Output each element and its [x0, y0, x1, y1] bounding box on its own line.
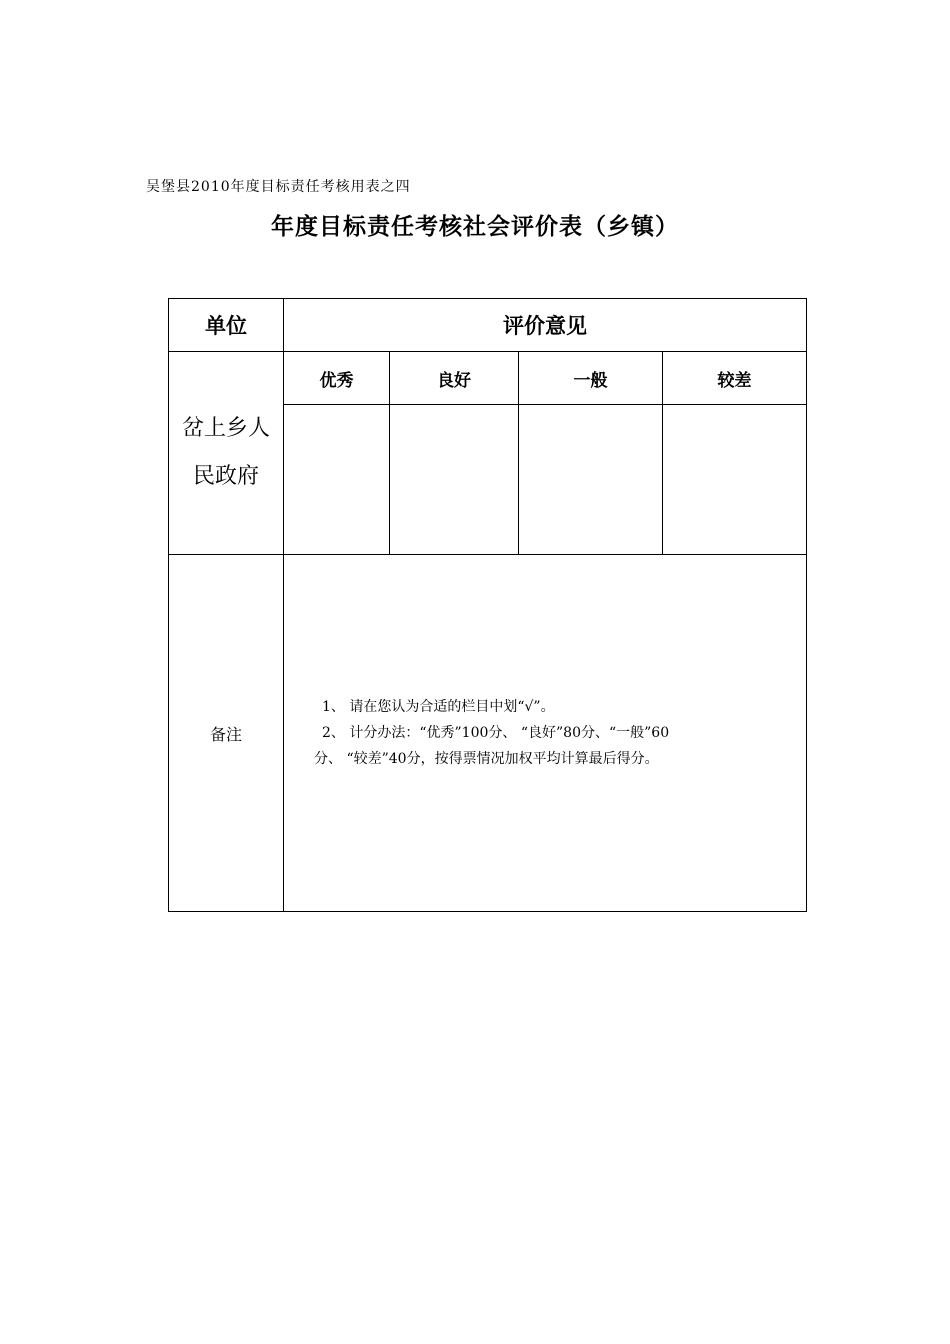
grade-excellent-header: 优秀 [284, 352, 390, 405]
grade-average-header: 一般 [519, 352, 663, 405]
form-subtitle: 吴堡县2010年度目标责任考核用表之四 [146, 179, 411, 195]
vote-cell-average[interactable] [519, 405, 663, 555]
note-line-2: 2、 计分办法：“优秀”100分、 “良好”80分、“一般”60 [322, 725, 670, 741]
page-title: 年度目标责任考核社会评价表（乡镇） [271, 214, 679, 240]
evaluation-table [168, 298, 807, 912]
vote-cell-excellent[interactable] [284, 405, 390, 555]
vote-cell-poor[interactable] [663, 405, 807, 555]
unit-name-line1: 岔上乡人 [181, 416, 270, 441]
note-line-3: 分、 “较差”40分，按得票情况加权平均计算最后得分。 [314, 751, 659, 767]
grade-good-header: 良好 [390, 352, 519, 405]
remark-label: 备注 [169, 555, 284, 912]
grade-poor-header: 较差 [663, 352, 807, 405]
vote-cell-good[interactable] [390, 405, 519, 555]
note-line-1: 1、 请在您认为合适的栏目中划“√”。 [322, 699, 555, 715]
unit-name-line2: 民政府 [192, 464, 259, 489]
unit-header: 单位 [169, 299, 284, 352]
unit-name-cell [169, 352, 284, 555]
remark-notes [284, 555, 807, 912]
opinion-header: 评价意见 [284, 299, 807, 352]
